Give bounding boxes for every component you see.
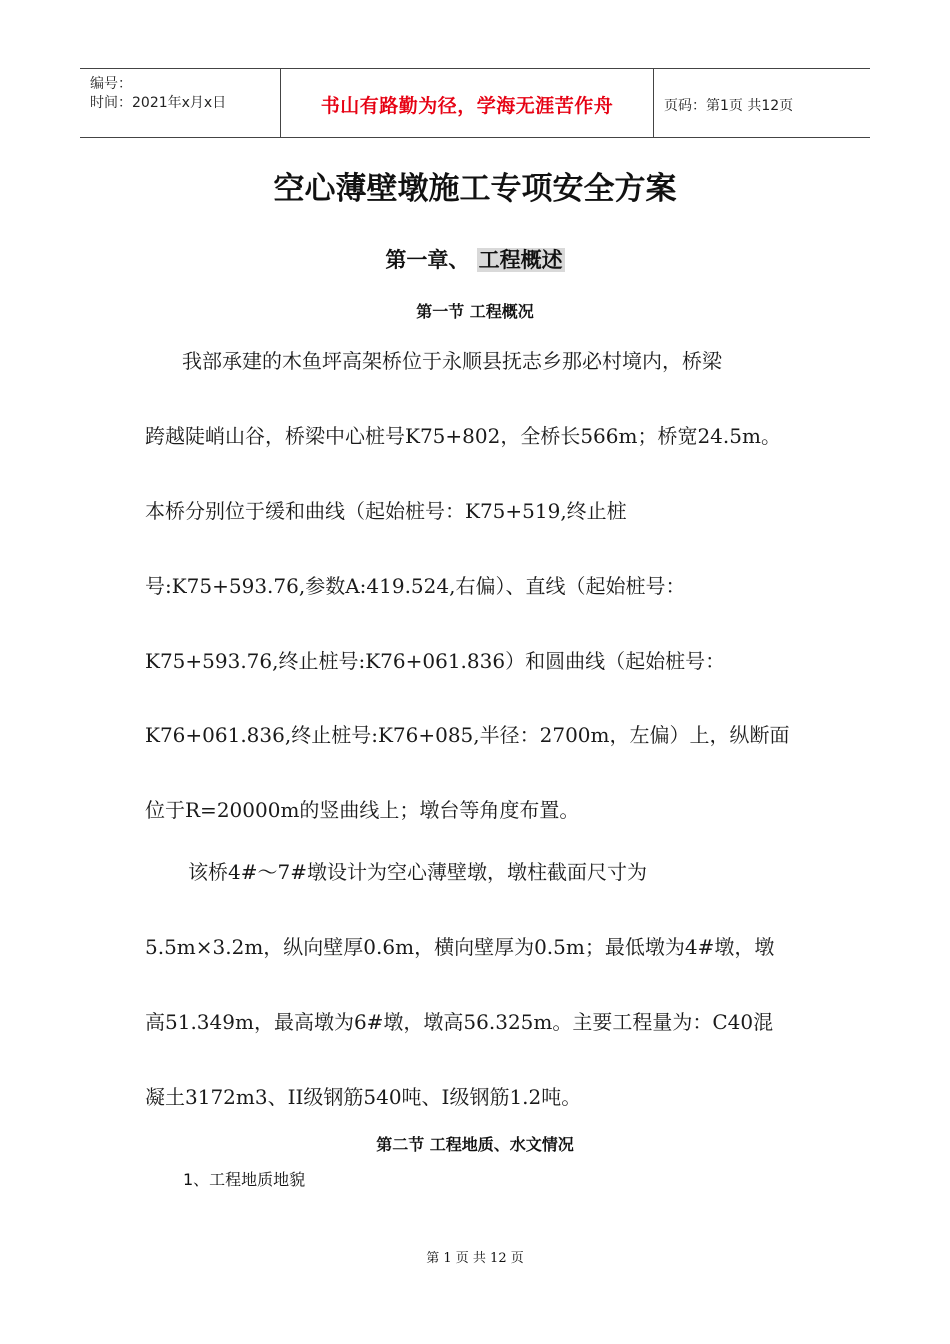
document-title: 空心薄壁墩施工专项安全方案 xyxy=(273,171,677,207)
chapter-heading xyxy=(0,244,950,274)
paragraph-line: 该桥4#～7#墩设计为空心薄壁墩，墩柱截面尺寸为 xyxy=(188,860,647,884)
page-footer: 第 1 页 共 12 页 xyxy=(426,1251,524,1266)
paragraph-line: 跨越陡峭山谷，桥梁中心桩号K75+802，全桥长566m；桥宽24.5m。 xyxy=(145,424,781,448)
chapter-prefix: 第一章、 xyxy=(385,248,470,272)
motto: 书山有路勤为径，学海无涯苦作舟 xyxy=(320,95,614,117)
header-page-cell xyxy=(654,69,870,137)
paragraph-line: 位于R=20000m的竖曲线上；墩台等角度布置。 xyxy=(145,798,580,822)
paragraph-line: 高51.349m，最高墩为6#墩，墩高56.325m。主要工程量为：C40混 xyxy=(145,1010,774,1034)
paragraph-line: 我部承建的木鱼坪高架桥位于永顺县抚志乡那必村境内，桥梁 xyxy=(182,349,722,373)
chapter-title: 工程概述 xyxy=(478,248,563,272)
page-info: 页码：第1页 共12页 xyxy=(664,98,794,114)
section-heading-2: 第二节 工程地质、水文情况 xyxy=(376,1135,574,1154)
paragraph-line: K76+061.836,终止桩号:K76+085,半径：2700m，左偏）上，纵断面 xyxy=(145,723,790,747)
header-motto-cell xyxy=(281,69,654,137)
number-label: 编号： xyxy=(90,76,132,92)
time-label: 时间：2021年x月x日 xyxy=(90,95,227,111)
document-header xyxy=(80,68,870,138)
paragraph-line: K75+593.76,终止桩号:K76+061.836）和圆曲线（起始桩号： xyxy=(145,649,726,673)
section-heading-1: 第一节 工程概况 xyxy=(416,302,534,321)
paragraph-line: 凝土3172m3、II级钢筋540吨、I级钢筋1.2吨。 xyxy=(145,1085,582,1109)
header-meta-cell xyxy=(80,69,281,137)
list-item: 1、工程地质地貌 xyxy=(183,1170,306,1189)
paragraph-line: 本桥分别位于缓和曲线（起始桩号：K75+519,终止桩 xyxy=(145,499,627,523)
paragraph-line: 5.5m×3.2m，纵向壁厚0.6m，横向壁厚为0.5m；最低墩为4#墩，墩 xyxy=(145,935,775,959)
paragraph-line: 号:K75+593.76,参数A:419.524,右偏）、直线（起始桩号： xyxy=(145,574,686,598)
